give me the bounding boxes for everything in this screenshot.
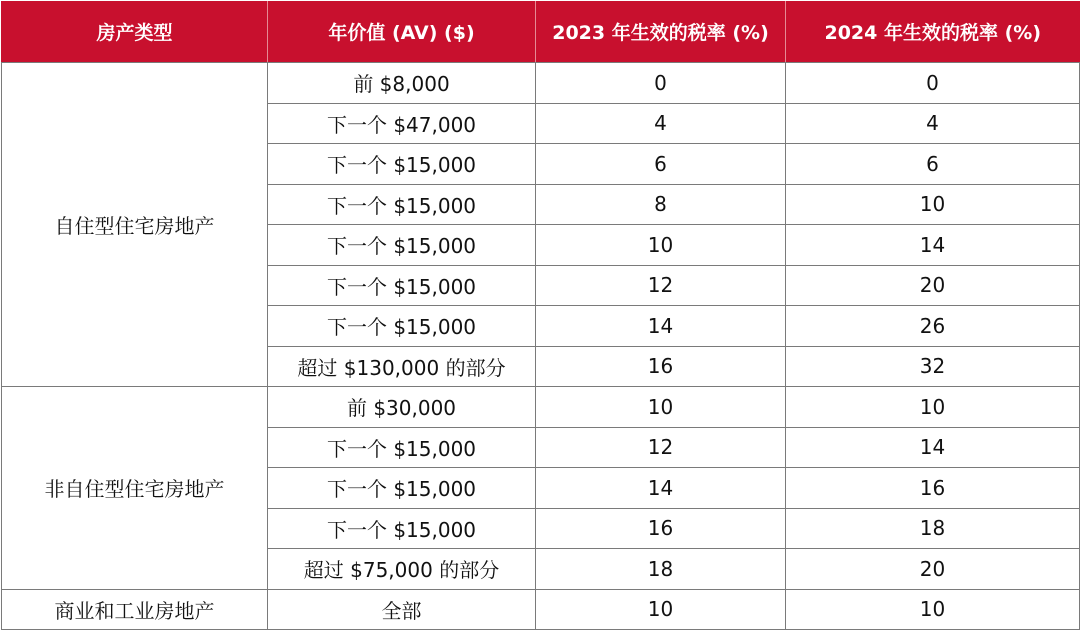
- rate-2023-cell: 10: [536, 225, 786, 266]
- annual-value-cell: 下一个 $15,000: [268, 468, 536, 509]
- rate-2024-cell: 18: [786, 508, 1080, 549]
- annual-value-cell: 下一个 $15,000: [268, 427, 536, 468]
- rate-2024-cell: 20: [786, 265, 1080, 306]
- rate-2023-cell: 6: [536, 144, 786, 185]
- annual-value-cell: 下一个 $15,000: [268, 225, 536, 266]
- rate-2024-cell: 32: [786, 346, 1080, 387]
- table-row: [2, 387, 1080, 428]
- rate-2023-cell: 12: [536, 427, 786, 468]
- rate-2023-cell: 18: [536, 549, 786, 590]
- rate-2023-cell: 0: [536, 63, 786, 104]
- annual-value-cell: 下一个 $15,000: [268, 508, 536, 549]
- header-property-type: 房产类型: [2, 1, 268, 63]
- annual-value-cell: 超过 $75,000 的部分: [268, 549, 536, 590]
- rate-2024-cell: 26: [786, 306, 1080, 347]
- rate-2024-cell: 14: [786, 427, 1080, 468]
- rate-2024-cell: 10: [786, 387, 1080, 428]
- rate-2023-cell: 14: [536, 468, 786, 509]
- table-header: [2, 1, 1080, 63]
- rate-2023-cell: 12: [536, 265, 786, 306]
- group-label-commercial-industrial: 商业和工业房地产: [2, 589, 268, 630]
- rate-2023-cell: 8: [536, 184, 786, 225]
- header-rate-2023: 2023 年生效的税率 (%): [536, 1, 786, 63]
- annual-value-cell: 超过 $130,000 的部分: [268, 346, 536, 387]
- rate-2023-cell: 16: [536, 508, 786, 549]
- annual-value-cell: 前 $30,000: [268, 387, 536, 428]
- annual-value-cell: 下一个 $15,000: [268, 184, 536, 225]
- annual-value-cell: 下一个 $15,000: [268, 144, 536, 185]
- table-row: [2, 63, 1080, 104]
- table-row: [2, 589, 1080, 630]
- annual-value-cell: 下一个 $15,000: [268, 306, 536, 347]
- property-tax-rate-table: [1, 1, 1080, 630]
- group-label-owner-occupied: 自住型住宅房地产: [2, 63, 268, 387]
- rate-2023-cell: 4: [536, 103, 786, 144]
- header-rate-2024: 2024 年生效的税率 (%): [786, 1, 1080, 63]
- annual-value-cell: 下一个 $15,000: [268, 265, 536, 306]
- rate-2024-cell: 0: [786, 63, 1080, 104]
- rate-2024-cell: 6: [786, 144, 1080, 185]
- rate-2024-cell: 10: [786, 184, 1080, 225]
- rate-2023-cell: 10: [536, 589, 786, 630]
- rate-2024-cell: 16: [786, 468, 1080, 509]
- rate-2024-cell: 14: [786, 225, 1080, 266]
- rate-2024-cell: 20: [786, 549, 1080, 590]
- annual-value-cell: 前 $8,000: [268, 63, 536, 104]
- header-row: [2, 1, 1080, 63]
- table-body: [2, 63, 1080, 630]
- annual-value-cell: 下一个 $47,000: [268, 103, 536, 144]
- rate-2024-cell: 10: [786, 589, 1080, 630]
- rate-2023-cell: 14: [536, 306, 786, 347]
- rate-2023-cell: 16: [536, 346, 786, 387]
- rate-2024-cell: 4: [786, 103, 1080, 144]
- rate-2023-cell: 10: [536, 387, 786, 428]
- header-annual-value: 年价值 (AV) ($): [268, 1, 536, 63]
- annual-value-cell: 全部: [268, 589, 536, 630]
- group-label-non-owner-occupied: 非自住型住宅房地产: [2, 387, 268, 590]
